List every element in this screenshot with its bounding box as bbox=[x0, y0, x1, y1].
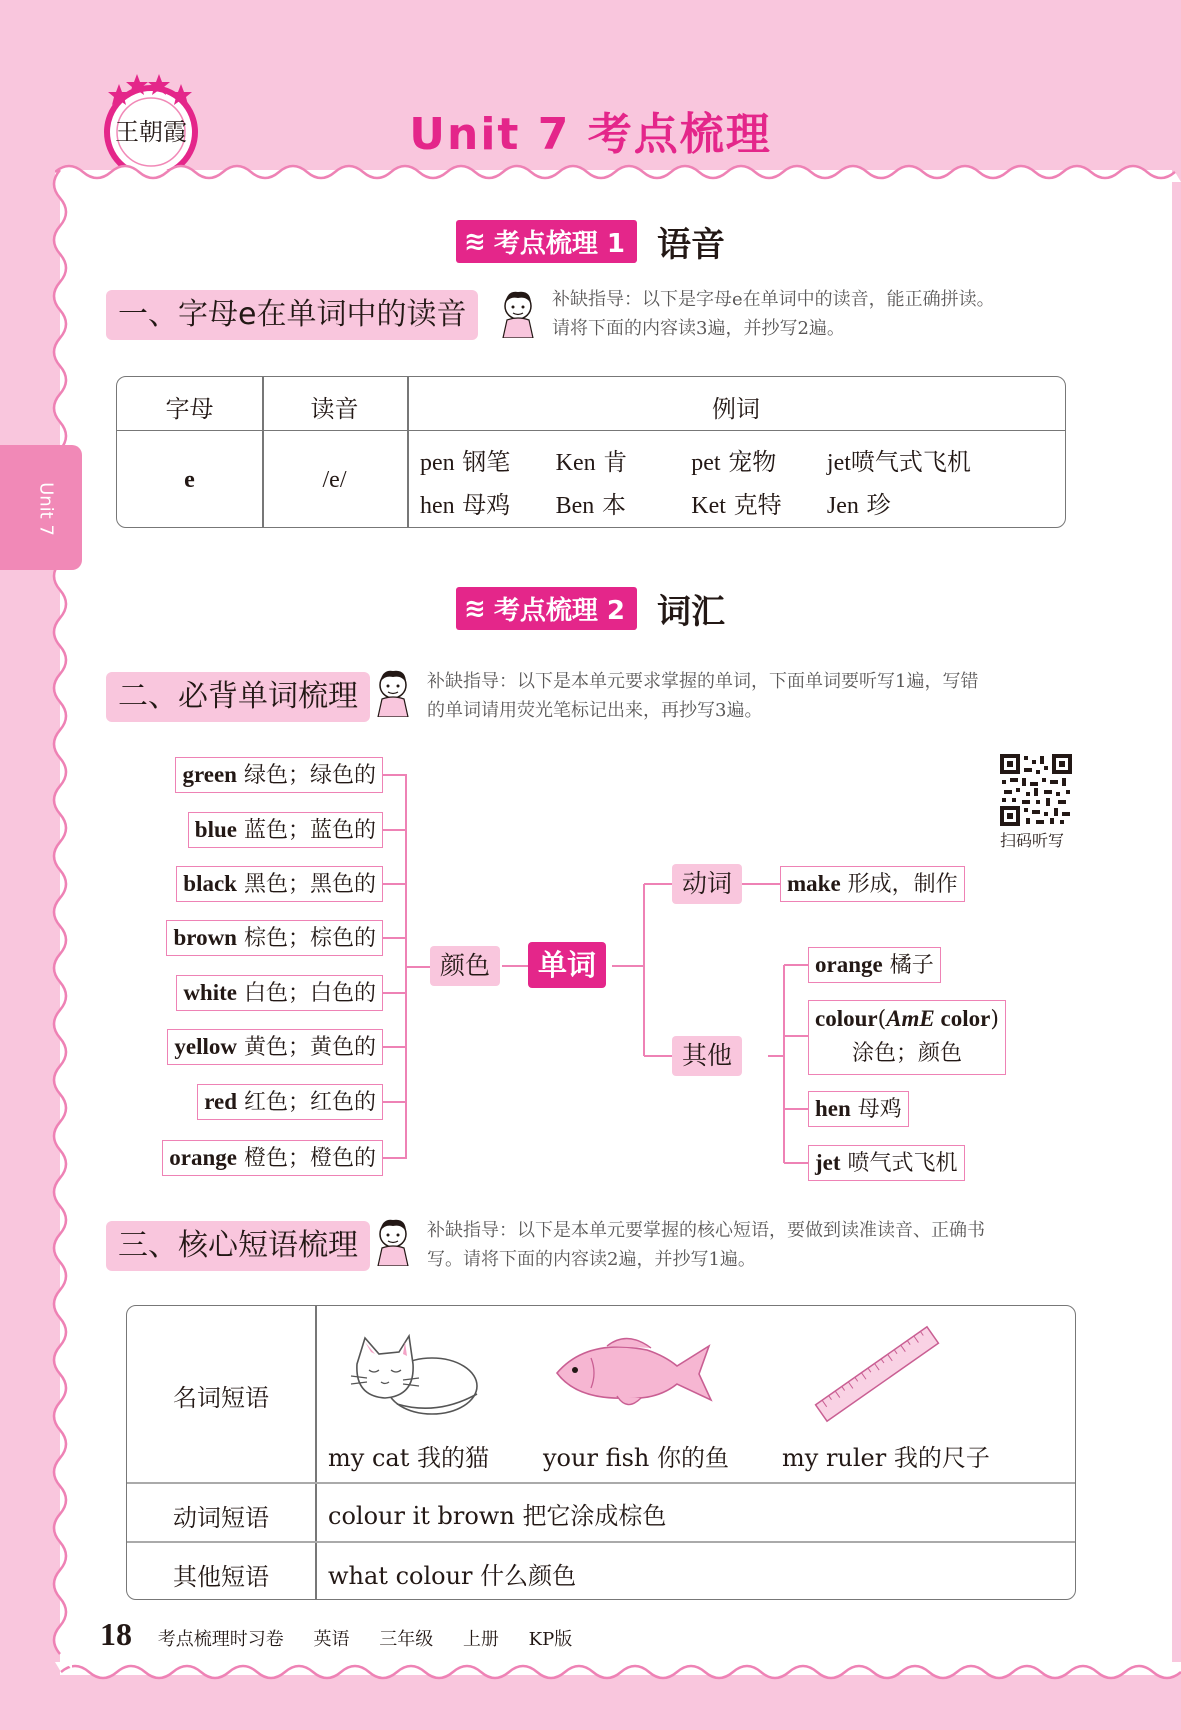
tip-3-line-2: 写。请将下面的内容读2遍，并抄写1遍。 bbox=[427, 1249, 756, 1270]
word-box-yellow: yellow 黄色；黄色的 bbox=[167, 1029, 383, 1065]
sound-e: /e/ bbox=[322, 467, 347, 493]
tip-2-line-1: 补缺指导：以下是本单元要求掌握的单词，下面单词要听写1遍，写错 bbox=[427, 671, 979, 692]
header-examples: 例词 bbox=[712, 395, 760, 423]
example-word: Jen 珍 bbox=[826, 491, 891, 519]
node-colour: 颜色 bbox=[430, 946, 500, 986]
word-box-orange-fruit: orange 橘子 bbox=[808, 947, 941, 983]
word-box-black: black 黑色；黑色的 bbox=[176, 866, 383, 902]
fish-illustration bbox=[547, 1328, 717, 1418]
noun-phrase: your fish 你的鱼 bbox=[543, 1444, 729, 1472]
side-tab-label: Unit 7 bbox=[35, 482, 57, 536]
word-box-colour: colour(AmE color) 涂色；颜色 bbox=[808, 1000, 1006, 1075]
word-box-red: red 红色；红色的 bbox=[197, 1084, 383, 1120]
wave-lines-icon: ≋ bbox=[464, 226, 486, 257]
tip-3 bbox=[427, 1216, 985, 1274]
node-other: 其他 bbox=[672, 1036, 742, 1076]
page-title: Unit 7 考点梳理 bbox=[409, 109, 772, 160]
word-box-brown: brown 棕色；棕色的 bbox=[166, 920, 383, 956]
ruler-illustration bbox=[807, 1324, 947, 1424]
tip-3-line-1: 补缺指导：以下是本单元要掌握的核心短语，要做到读准读音、正确书 bbox=[427, 1220, 985, 1241]
example-word: pen 钢笔 bbox=[420, 448, 511, 476]
table-divider bbox=[127, 1482, 1075, 1484]
example-word: Ken 肯 bbox=[555, 448, 628, 476]
footer-item: 考点梳理时习卷 bbox=[157, 1629, 284, 1650]
word-box-orange-colour: orange 橙色；橙色的 bbox=[162, 1140, 383, 1176]
header-letter: 字母 bbox=[165, 395, 214, 423]
row-header-other: 其他短语 bbox=[173, 1563, 269, 1591]
subheading-2: 二、必背单词梳理 bbox=[106, 672, 370, 722]
wave-lines-icon: ≋ bbox=[464, 593, 486, 624]
subheading-1: 一、字母e在单词中的读音 bbox=[106, 290, 478, 340]
section-1-label: 语音 bbox=[656, 225, 725, 265]
section-1-badge-text: 考点梳理 1 bbox=[493, 229, 625, 259]
word-box-jet: jet 喷气式飞机 bbox=[808, 1145, 965, 1181]
wavy-border-bottom bbox=[55, 1662, 1181, 1686]
footer-item: 上册 bbox=[462, 1629, 499, 1650]
word-box-hen: hen 母鸡 bbox=[808, 1091, 909, 1127]
example-word: Ben 本 bbox=[555, 491, 626, 519]
section-2-label: 词汇 bbox=[656, 592, 725, 632]
header-sound: 读音 bbox=[310, 395, 359, 423]
row-header-verb: 动词短语 bbox=[173, 1504, 269, 1532]
example-word: Ket 克特 bbox=[691, 491, 782, 519]
section-2-badge-text: 考点梳理 2 bbox=[493, 596, 625, 626]
subheading-3: 三、核心短语梳理 bbox=[106, 1221, 370, 1271]
qr-label: 扫码听写 bbox=[1000, 831, 1065, 850]
qr-code-icon[interactable] bbox=[1000, 754, 1072, 826]
verb-phrase: colour it brown 把它涂成棕色 bbox=[328, 1502, 667, 1530]
cat-illustration bbox=[337, 1324, 487, 1424]
word-box-blue: blue 蓝色；蓝色的 bbox=[188, 812, 383, 848]
footer-item: KP版 bbox=[528, 1629, 573, 1650]
table-divider bbox=[315, 1306, 317, 1599]
example-word: jet喷气式飞机 bbox=[826, 448, 971, 476]
girl-face-icon bbox=[372, 1216, 414, 1266]
word-box-make: make 形成，制作 bbox=[780, 866, 965, 902]
node-center-words: 单词 bbox=[528, 942, 606, 988]
word-box-green: green 绿色；绿色的 bbox=[175, 757, 383, 793]
phrase-table bbox=[126, 1305, 1076, 1600]
tip-1-line-2: 请将下面的内容读3遍，并抄写2遍。 bbox=[552, 318, 845, 339]
example-word: hen 母鸡 bbox=[420, 491, 511, 519]
example-word: pet 宠物 bbox=[691, 448, 777, 476]
noun-phrase: my cat 我的猫 bbox=[328, 1444, 489, 1472]
table-divider bbox=[127, 1541, 1075, 1543]
word-box-white: white 白色；白色的 bbox=[176, 975, 383, 1011]
noun-phrase: my ruler 我的尺子 bbox=[782, 1444, 990, 1472]
other-phrase: what colour 什么颜色 bbox=[328, 1562, 577, 1590]
letter-e: e bbox=[184, 467, 195, 493]
row-header-noun: 名词短语 bbox=[173, 1384, 269, 1412]
node-verb: 动词 bbox=[672, 864, 742, 904]
tip-2-line-2: 的单词请用荧光笔标记出来，再抄写3遍。 bbox=[427, 700, 763, 721]
logo-text: 王朝霞 bbox=[115, 118, 187, 146]
page-footer bbox=[100, 1616, 596, 1653]
footer-item: 英语 bbox=[313, 1629, 350, 1650]
page-number: 18 bbox=[100, 1616, 132, 1652]
tip-1-line-1: 补缺指导：以下是字母e在单词中的读音，能正确拼读。 bbox=[552, 289, 995, 310]
footer-item: 三年级 bbox=[379, 1629, 434, 1650]
